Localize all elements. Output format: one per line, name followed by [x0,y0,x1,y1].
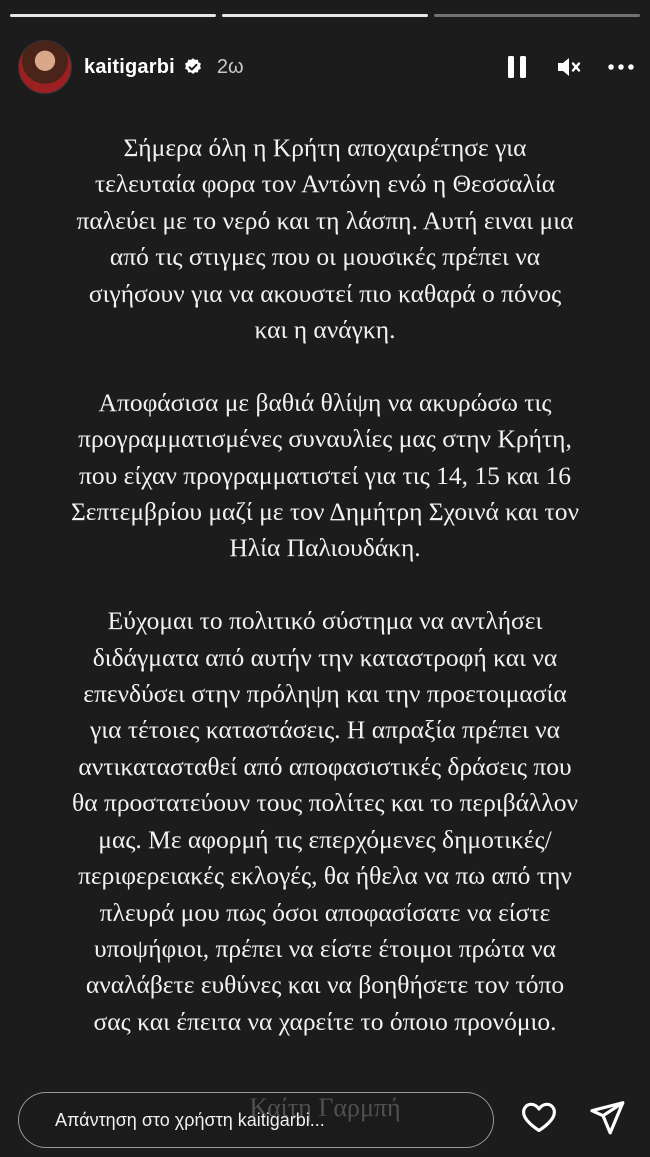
mute-button[interactable] [556,54,582,80]
story-paragraph-3: Εύχομαι το πολιτικό σύστημα να αντλήσει διδάγματα από αυτήν την καταστροφή και να επενδύσει στην πρόληψη και την προετοιμασία για τέτοιες καταστάσεις. Η απραξία πρέπει να αντικατασταθεί από αποφασιστικές δράσεις που θα προστατεύουν τους πολίτες και το περιβάλλον μας. Με αφορμή τις επερχόμενες δημοτικές/ περιφερειακές εκλογές, θα ήθελα να πω από την πλευρά μου πως όσοι αποφασίσατε να είστε υποψήφιοι, πρέπει να είστε έτοιμοι πρώτα να αναλάβετε ευθύνες και να βοηθήσετε τον τόπο σας και έπειτα να χαρείτε το όποιο προνόμιο. [72,606,578,1036]
username[interactable]: kaitigarbi [84,55,175,78]
progress-segment-1 [10,14,216,17]
verified-badge-icon [183,57,203,77]
reply-input[interactable] [53,1109,493,1132]
post-time: 2ω [216,55,244,78]
story-paragraph-1: Σήμερα όλη η Κρήτη αποχαιρέτησε για τελευταία φορα τον Αντώνη ενώ η Θεσσαλία παλεύει με το νερό και τη λάσπη. Αυτή ειναι μια από τις στιγμες που οι μουσικές πρέπει να σιγήσουν για να ακουστεί πιο καθαρά ο πόνος και η ανάγκη. [76,133,574,345]
more-options-icon [608,63,634,71]
story-text [0,130,650,1077]
send-icon[interactable] [588,1098,626,1136]
pause-button[interactable] [504,54,530,80]
story-paragraph-2: Αποφάσισα με βαθιά θλίψη να ακυρώσω τις προγραμματισμένες συναυλίες μας στην Κρήτη, που είχαν προγραμματιστεί για τις 14, 15 και 16 Σεπτεμβρίου μαζί με τον Δημήτρη Σχοινά και τον Ηλία Παλιουδάκη. [70,387,580,563]
muted-speaker-icon [556,55,582,79]
story-progress-bar [10,14,640,17]
progress-segment-2 [222,14,428,17]
heart-icon[interactable] [520,1098,558,1136]
pause-icon [507,55,527,79]
story-header [18,38,634,96]
progress-segment-3 [434,14,640,17]
more-options-button[interactable] [608,54,634,80]
reply-bar[interactable] [18,1092,494,1148]
avatar[interactable] [18,40,72,94]
